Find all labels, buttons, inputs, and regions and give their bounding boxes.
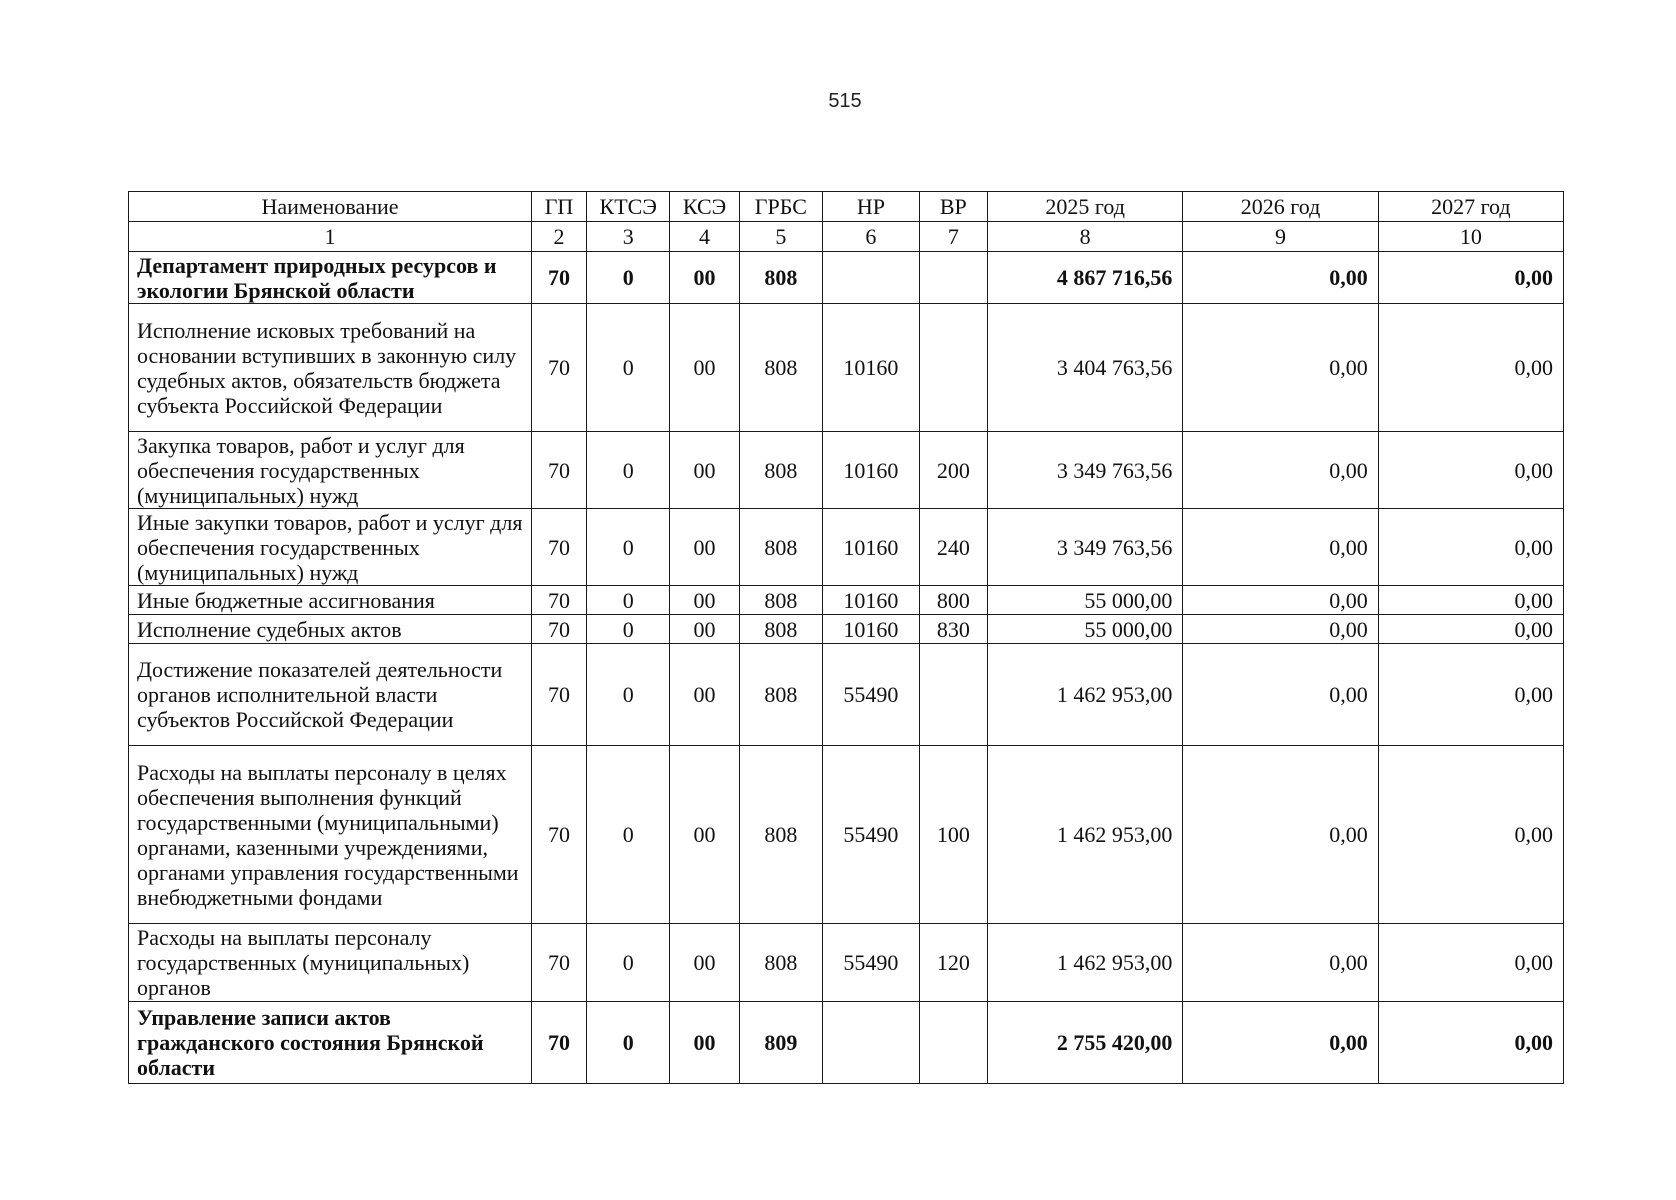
row-gp: 70 — [532, 615, 587, 644]
column-number: 4 — [670, 222, 739, 252]
header-ktse: КТСЭ — [586, 192, 669, 222]
table-row — [129, 509, 1564, 586]
row-gp: 70 — [532, 586, 587, 615]
row-name: Расходы на выплаты персоналу в целях обеспечения выполнения функций государственными (муниципальными) органами, казенными учреждениями, органами управления государственными внебюджетными фондами — [129, 746, 532, 924]
row-grbs: 809 — [739, 1002, 822, 1084]
row-gp: 70 — [532, 924, 587, 1002]
row-nr: 10160 — [823, 432, 920, 509]
header-kse: КСЭ — [670, 192, 739, 222]
row-kse: 00 — [670, 252, 739, 304]
row-grbs: 808 — [739, 615, 822, 644]
row-nr: 10160 — [823, 509, 920, 586]
row-grbs: 808 — [739, 644, 822, 746]
row-grbs: 808 — [739, 304, 822, 432]
row-vr: 120 — [919, 924, 987, 1002]
row-kse: 00 — [670, 509, 739, 586]
page-number: 515 — [828, 90, 862, 112]
table-row — [129, 924, 1564, 1002]
row-vr: 100 — [919, 746, 987, 924]
column-number: 9 — [1183, 222, 1378, 252]
row-kse: 00 — [670, 432, 739, 509]
row-2026: 0,00 — [1183, 746, 1378, 924]
table-row — [129, 746, 1564, 924]
row-2025: 3 349 763,56 — [987, 509, 1182, 586]
row-vr: 800 — [919, 586, 987, 615]
row-2025: 2 755 420,00 — [987, 1002, 1182, 1084]
row-2025: 1 462 953,00 — [987, 924, 1182, 1002]
row-ktse: 0 — [586, 615, 669, 644]
header-name: Наименование — [129, 192, 532, 222]
row-gp: 70 — [532, 432, 587, 509]
row-gp: 70 — [532, 304, 587, 432]
header-2027: 2027 год — [1378, 192, 1563, 222]
row-2027: 0,00 — [1378, 252, 1563, 304]
row-2026: 0,00 — [1183, 586, 1378, 615]
row-name: Иные бюджетные ассигнования — [129, 586, 532, 615]
header-2025: 2025 год — [987, 192, 1182, 222]
row-2026: 0,00 — [1183, 304, 1378, 432]
row-gp: 70 — [532, 644, 587, 746]
row-nr: 55490 — [823, 746, 920, 924]
row-nr: 55490 — [823, 924, 920, 1002]
row-kse: 00 — [670, 1002, 739, 1084]
row-vr: 200 — [919, 432, 987, 509]
column-number: 8 — [987, 222, 1182, 252]
row-vr: 830 — [919, 615, 987, 644]
row-kse: 00 — [670, 746, 739, 924]
row-ktse: 0 — [586, 432, 669, 509]
row-ktse: 0 — [586, 586, 669, 615]
row-ktse: 0 — [586, 644, 669, 746]
row-grbs: 808 — [739, 586, 822, 615]
row-2027: 0,00 — [1378, 1002, 1563, 1084]
row-name: Иные закупки товаров, работ и услуг для обеспечения государственных (муниципальных) нужд — [129, 509, 532, 586]
row-kse: 00 — [670, 615, 739, 644]
row-nr: 55490 — [823, 644, 920, 746]
column-number: 5 — [739, 222, 822, 252]
table-row — [129, 644, 1564, 746]
row-kse: 00 — [670, 586, 739, 615]
header-gp: ГП — [532, 192, 587, 222]
row-ktse: 0 — [586, 924, 669, 1002]
row-name: Исполнение судебных актов — [129, 615, 532, 644]
row-2026: 0,00 — [1183, 509, 1378, 586]
header-grbs: ГРБС — [739, 192, 822, 222]
row-2026: 0,00 — [1183, 252, 1378, 304]
row-kse: 00 — [670, 924, 739, 1002]
row-2025: 3 404 763,56 — [987, 304, 1182, 432]
row-2025: 1 462 953,00 — [987, 746, 1182, 924]
row-vr — [919, 644, 987, 746]
row-2027: 0,00 — [1378, 615, 1563, 644]
table-row — [129, 1002, 1564, 1084]
row-2026: 0,00 — [1183, 644, 1378, 746]
row-2027: 0,00 — [1378, 644, 1563, 746]
header-nr: НР — [823, 192, 920, 222]
row-nr: 10160 — [823, 304, 920, 432]
row-2026: 0,00 — [1183, 924, 1378, 1002]
row-2027: 0,00 — [1378, 304, 1563, 432]
row-grbs: 808 — [739, 509, 822, 586]
row-2025: 3 349 763,56 — [987, 432, 1182, 509]
row-2026: 0,00 — [1183, 615, 1378, 644]
table-row — [129, 615, 1564, 644]
column-number-row — [129, 222, 1564, 252]
row-kse: 00 — [670, 304, 739, 432]
row-grbs: 808 — [739, 924, 822, 1002]
row-vr — [919, 304, 987, 432]
row-grbs: 808 — [739, 252, 822, 304]
row-name: Исполнение исковых требований на основании вступивших в законную силу судебных актов, обязательств бюджета субъекта Российской Федерации — [129, 304, 532, 432]
column-number: 10 — [1378, 222, 1563, 252]
header-2026: 2026 год — [1183, 192, 1378, 222]
row-nr: 10160 — [823, 586, 920, 615]
column-number: 3 — [586, 222, 669, 252]
table-row — [129, 586, 1564, 615]
row-ktse: 0 — [586, 304, 669, 432]
table-row — [129, 252, 1564, 304]
table-row — [129, 432, 1564, 509]
column-number: 7 — [919, 222, 987, 252]
budget-table — [128, 191, 1564, 1084]
row-vr: 240 — [919, 509, 987, 586]
row-nr — [823, 1002, 920, 1084]
row-ktse: 0 — [586, 509, 669, 586]
table-row — [129, 304, 1564, 432]
row-nr: 10160 — [823, 615, 920, 644]
row-2025: 55 000,00 — [987, 586, 1182, 615]
row-2025: 55 000,00 — [987, 615, 1182, 644]
column-number: 2 — [532, 222, 587, 252]
row-name: Закупка товаров, работ и услуг для обеспечения государственных (муниципальных) нужд — [129, 432, 532, 509]
row-vr — [919, 1002, 987, 1084]
row-2025: 1 462 953,00 — [987, 644, 1182, 746]
row-gp: 70 — [532, 252, 587, 304]
row-2027: 0,00 — [1378, 509, 1563, 586]
column-number: 6 — [823, 222, 920, 252]
row-name: Достижение показателей деятельности органов исполнительной власти субъектов Российской Федерации — [129, 644, 532, 746]
row-2026: 0,00 — [1183, 432, 1378, 509]
row-ktse: 0 — [586, 746, 669, 924]
column-number: 1 — [129, 222, 532, 252]
row-2027: 0,00 — [1378, 432, 1563, 509]
row-gp: 70 — [532, 509, 587, 586]
row-name: Департамент природных ресурсов и экологии Брянской области — [129, 252, 532, 304]
header-row — [129, 192, 1564, 222]
row-name: Расходы на выплаты персоналу государственных (муниципальных) органов — [129, 924, 532, 1002]
row-2026: 0,00 — [1183, 1002, 1378, 1084]
row-ktse: 0 — [586, 252, 669, 304]
row-grbs: 808 — [739, 432, 822, 509]
row-gp: 70 — [532, 746, 587, 924]
row-grbs: 808 — [739, 746, 822, 924]
row-kse: 00 — [670, 644, 739, 746]
header-vr: ВР — [919, 192, 987, 222]
row-2027: 0,00 — [1378, 586, 1563, 615]
row-nr — [823, 252, 920, 304]
row-2027: 0,00 — [1378, 924, 1563, 1002]
row-ktse: 0 — [586, 1002, 669, 1084]
row-2025: 4 867 716,56 — [987, 252, 1182, 304]
row-2027: 0,00 — [1378, 746, 1563, 924]
row-gp: 70 — [532, 1002, 587, 1084]
row-vr — [919, 252, 987, 304]
row-name: Управление записи актов гражданского состояния Брянской области — [129, 1002, 532, 1084]
